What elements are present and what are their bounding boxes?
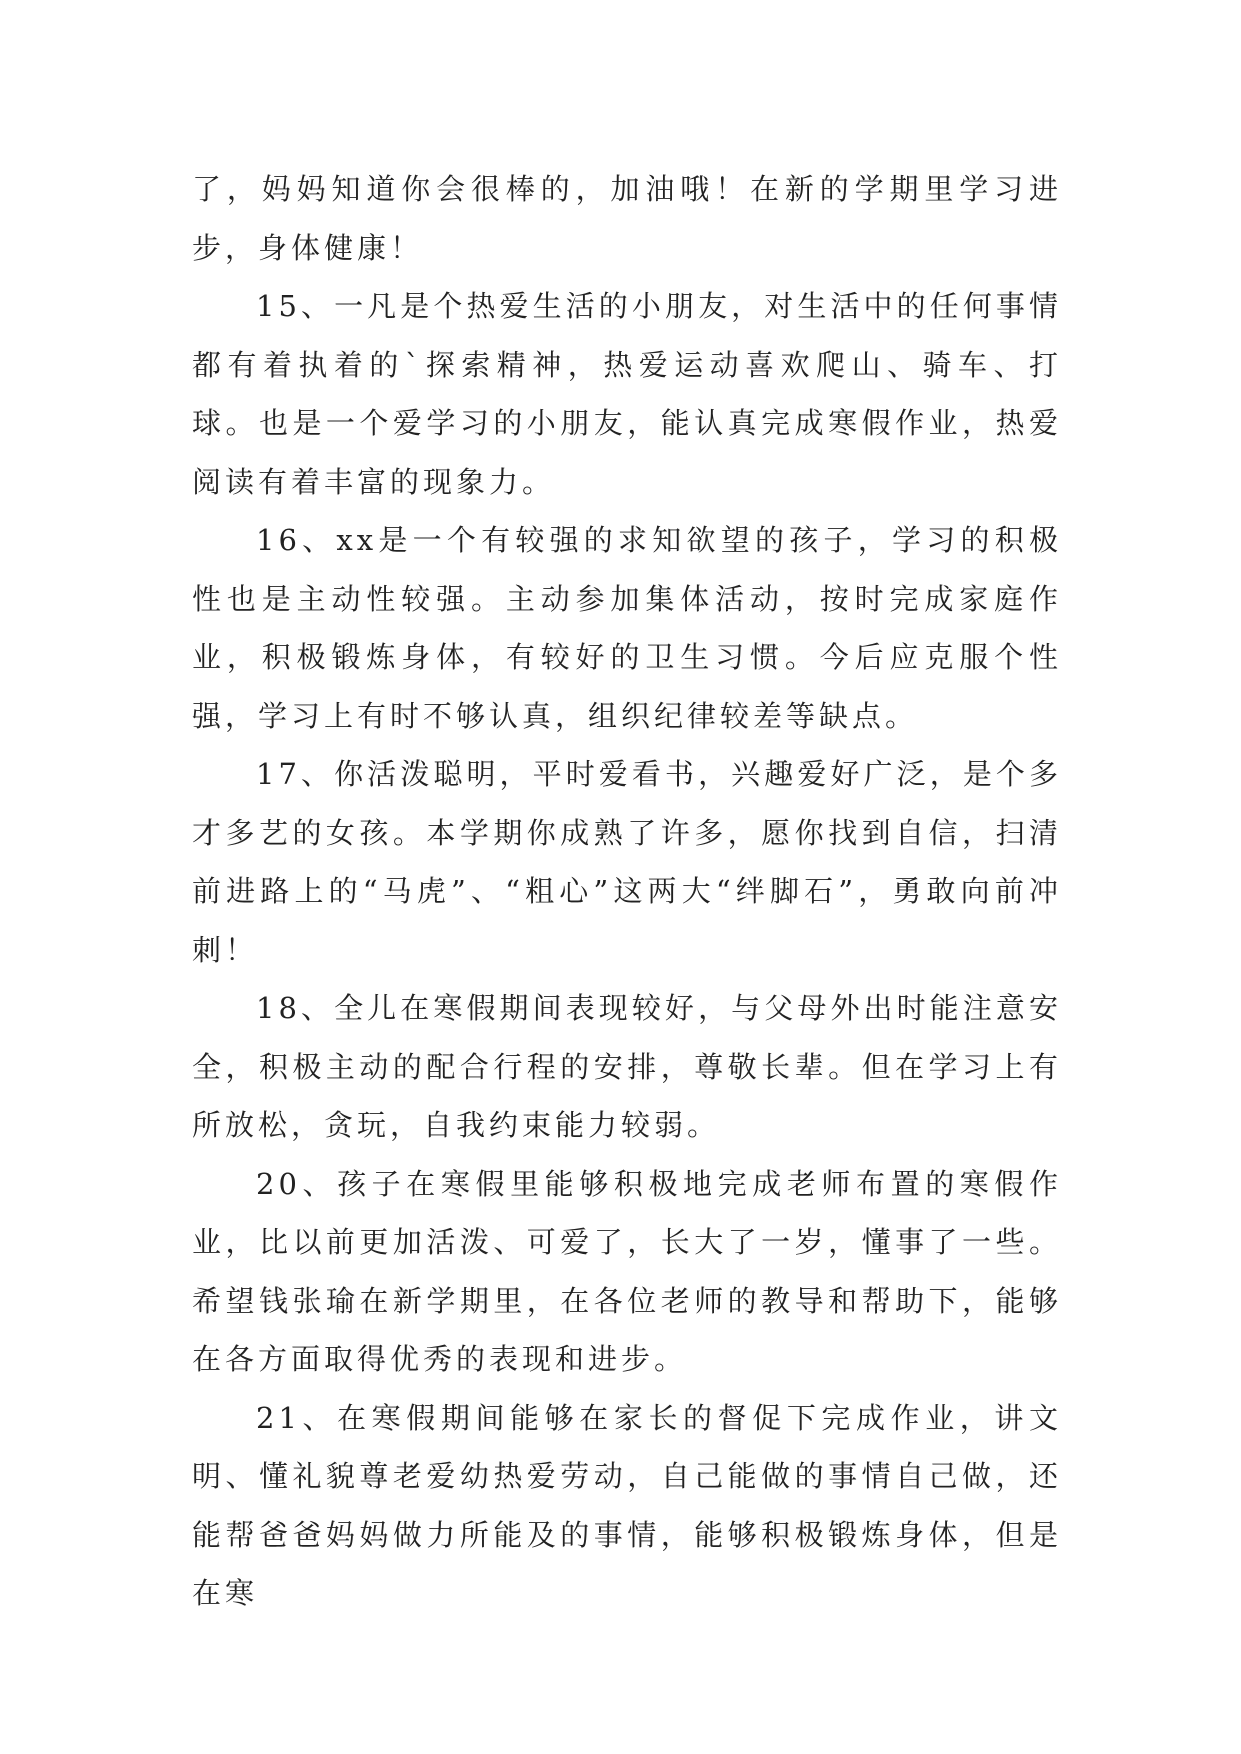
- document-body: [192, 160, 1062, 1623]
- paragraph-item-17: 17、你活泼聪明，平时爱看书，兴趣爱好广泛，是个多才多艺的女孩。本学期你成熟了许多，愿你找到自信，扫清前进路上的“马虎”、“粗心”这两大“绊脚石”，勇敢向前冲刺！: [192, 757, 1062, 967]
- paragraph-item-16: 16、xx是一个有较强的求知欲望的孩子，学习的积极性也是主动性较强。主动参加集体活动，按时完成家庭作业，积极锻炼身体，有较好的卫生习惯。今后应克服个性强，学习上有时不够认真，组织纪律较差等缺点。: [192, 523, 1062, 733]
- paragraph-item-15: 15、一凡是个热爱生活的小朋友，对生活中的任何事情都有着执着的`探索精神，热爱运动喜欢爬山、骑车、打球。也是一个爱学习的小朋友，能认真完成寒假作业，热爱阅读有着丰富的现象力。: [192, 289, 1062, 499]
- paragraph-item-18: 18、全儿在寒假期间表现较好，与父母外出时能注意安全，积极主动的配合行程的安排，尊敬长辈。但在学习上有所放松，贪玩，自我约束能力较弱。: [192, 991, 1062, 1142]
- paragraph-item-20: 20、孩子在寒假里能够积极地完成老师布置的寒假作业，比以前更加活泼、可爱了，长大了一岁，懂事了一些。希望钱张瑜在新学期里，在各位老师的教导和帮助下，能够在各方面取得优秀的表现和进步。: [192, 1166, 1062, 1376]
- paragraph-item-21: 21、在寒假期间能够在家长的督促下完成作业，讲文明、懂礼貌尊老爱幼热爱劳动，自己能做的事情自己做，还能帮爸爸妈妈做力所能及的事情，能够积极锻炼身体，但是在寒: [192, 1400, 1062, 1610]
- paragraph-continuation: 了，妈妈知道你会很棒的，加油哦！在新的学期里学习进步，身体健康！: [192, 172, 1062, 265]
